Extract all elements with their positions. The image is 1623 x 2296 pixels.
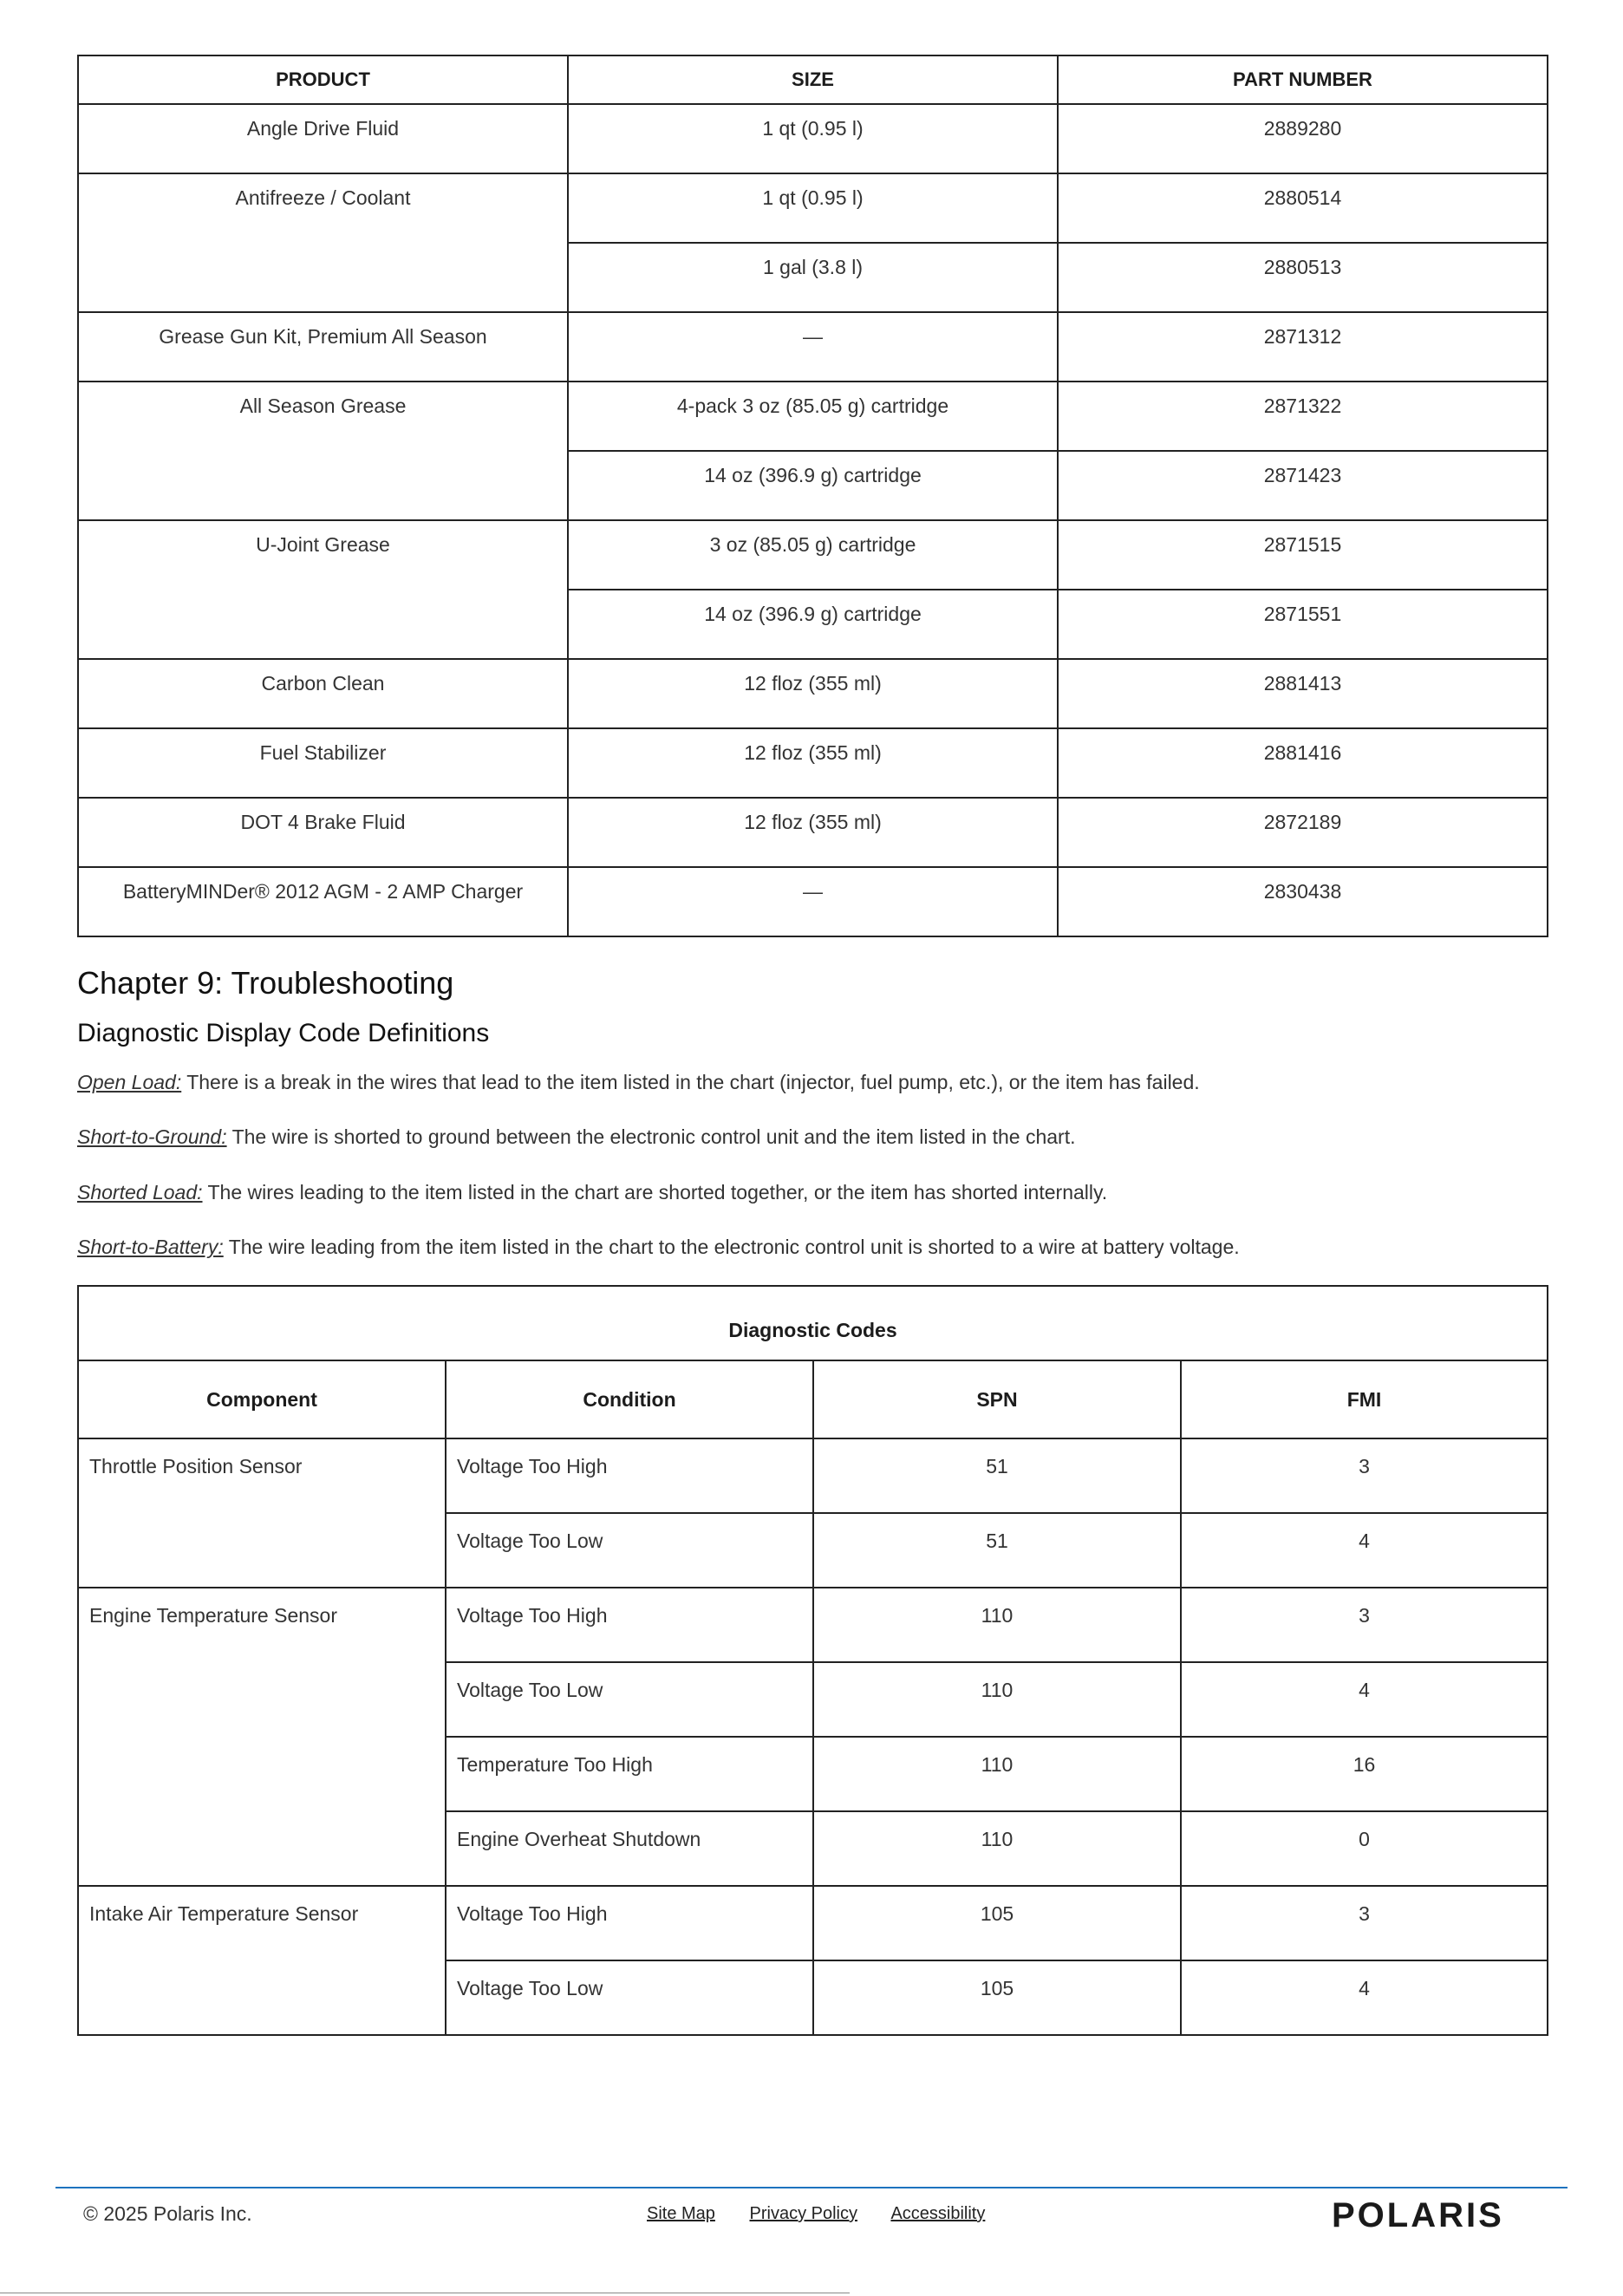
size-cell: 12 floz (355 ml)	[568, 728, 1058, 798]
diagnostic-codes-table	[77, 1285, 1548, 2036]
part-number-cell: 2872189	[1058, 798, 1548, 867]
site-map-link[interactable]: Site Map	[647, 2204, 715, 2223]
header-spn: SPN	[813, 1360, 1181, 1438]
spn-cell: 110	[813, 1662, 1181, 1737]
definition-text: The wire leading from the item listed in the chart to the electronic control unit is shorted to a wire at battery voltage.	[223, 1236, 1240, 1258]
size-cell: 4-pack 3 oz (85.05 g) cartridge	[568, 382, 1058, 451]
spn-cell: 110	[813, 1811, 1181, 1886]
part-number-cell: 2871515	[1058, 520, 1548, 590]
diag-header-row	[78, 1360, 1548, 1438]
spn-cell: 51	[813, 1438, 1181, 1513]
table-row	[78, 798, 1548, 867]
product-cell: All Season Grease	[78, 382, 568, 520]
size-cell: 1 qt (0.95 l)	[568, 173, 1058, 243]
size-cell: 12 floz (355 ml)	[568, 798, 1058, 867]
product-cell: BatteryMINDer® 2012 AGM - 2 AMP Charger	[78, 867, 568, 936]
table-row	[78, 1438, 1548, 1513]
component-cell: Throttle Position Sensor	[78, 1438, 446, 1588]
fmi-cell: 3	[1181, 1438, 1548, 1513]
header-product: PRODUCT	[78, 55, 568, 104]
definition-term: Shorted Load:	[77, 1181, 203, 1203]
size-cell: 3 oz (85.05 g) cartridge	[568, 520, 1058, 590]
diag-title-row	[78, 1286, 1548, 1360]
fmi-cell: 4	[1181, 1960, 1548, 2035]
parts-table	[77, 55, 1548, 937]
table-row	[78, 104, 1548, 173]
condition-cell: Voltage Too Low	[446, 1513, 813, 1588]
table-row	[78, 1588, 1548, 1662]
product-cell: Antifreeze / Coolant	[78, 173, 568, 312]
definition-open-load	[77, 1071, 1200, 1094]
definition-text: The wires leading to the item listed in the chart are shorted together, or the item has shorted internally.	[202, 1181, 1108, 1203]
definition-term: Short-to-Ground:	[77, 1125, 227, 1148]
header-component: Component	[78, 1360, 446, 1438]
accessibility-link[interactable]: Accessibility	[890, 2204, 986, 2223]
definition-text: The wire is shorted to ground between the electronic control unit and the item listed in the chart.	[226, 1125, 1076, 1148]
chapter-title: Chapter 9: Troubleshooting	[77, 965, 454, 1001]
condition-cell: Voltage Too High	[446, 1438, 813, 1513]
privacy-policy-link[interactable]: Privacy Policy	[749, 2204, 857, 2223]
parts-header-row	[78, 55, 1548, 104]
component-cell: Engine Temperature Sensor	[78, 1588, 446, 1886]
logo-text: POLARIS	[1332, 2196, 1504, 2234]
size-cell: 1 gal (3.8 l)	[568, 243, 1058, 312]
spn-cell: 110	[813, 1737, 1181, 1811]
header-size: SIZE	[568, 55, 1058, 104]
section-title: Diagnostic Display Code Definitions	[77, 1019, 490, 1047]
footer-links	[647, 2204, 1014, 2224]
product-cell: Grease Gun Kit, Premium All Season	[78, 312, 568, 382]
table-row	[78, 728, 1548, 798]
condition-cell: Voltage Too Low	[446, 1662, 813, 1737]
table-row	[78, 867, 1548, 936]
definition-short-to-ground	[77, 1125, 1076, 1149]
table-row	[78, 382, 1548, 451]
part-number-cell: 2871322	[1058, 382, 1548, 451]
table-row	[78, 312, 1548, 382]
part-number-cell: 2880513	[1058, 243, 1548, 312]
condition-cell: Temperature Too High	[446, 1737, 813, 1811]
table-row	[78, 1886, 1548, 1960]
size-cell: 12 floz (355 ml)	[568, 659, 1058, 728]
size-cell: 14 oz (396.9 g) cartridge	[568, 451, 1058, 520]
product-cell: Carbon Clean	[78, 659, 568, 728]
table-row	[78, 659, 1548, 728]
fmi-cell: 3	[1181, 1886, 1548, 1960]
copyright-text: © 2025 Polaris Inc.	[83, 2202, 252, 2225]
component-cell: Intake Air Temperature Sensor	[78, 1886, 446, 2035]
polaris-logo[interactable]	[1332, 2192, 1540, 2235]
condition-cell: Engine Overheat Shutdown	[446, 1811, 813, 1886]
part-number-cell: 2871423	[1058, 451, 1548, 520]
fmi-cell: 0	[1181, 1811, 1548, 1886]
size-cell: 1 qt (0.95 l)	[568, 104, 1058, 173]
product-cell: U-Joint Grease	[78, 520, 568, 659]
product-cell: Angle Drive Fluid	[78, 104, 568, 173]
product-cell: Fuel Stabilizer	[78, 728, 568, 798]
fmi-cell: 4	[1181, 1662, 1548, 1737]
definition-short-to-battery	[77, 1236, 1240, 1259]
diag-table-title: Diagnostic Codes	[78, 1286, 1548, 1360]
fmi-cell: 4	[1181, 1513, 1548, 1588]
definition-term: Open Load:	[77, 1071, 182, 1093]
spn-cell: 105	[813, 1960, 1181, 2035]
table-row	[78, 520, 1548, 590]
fmi-cell: 3	[1181, 1588, 1548, 1662]
part-number-cell: 2881416	[1058, 728, 1548, 798]
spn-cell: 51	[813, 1513, 1181, 1588]
header-condition: Condition	[446, 1360, 813, 1438]
part-number-cell: 2830438	[1058, 867, 1548, 936]
part-number-cell: 2871551	[1058, 590, 1548, 659]
table-row	[78, 173, 1548, 243]
spn-cell: 105	[813, 1886, 1181, 1960]
fmi-cell: 16	[1181, 1737, 1548, 1811]
definition-shorted-load	[77, 1181, 1107, 1204]
condition-cell: Voltage Too High	[446, 1886, 813, 1960]
part-number-cell: 2889280	[1058, 104, 1548, 173]
size-cell: —	[568, 867, 1058, 936]
header-fmi: FMI	[1181, 1360, 1548, 1438]
part-number-cell: 2881413	[1058, 659, 1548, 728]
part-number-cell: 2871312	[1058, 312, 1548, 382]
spn-cell: 110	[813, 1588, 1181, 1662]
condition-cell: Voltage Too Low	[446, 1960, 813, 2035]
part-number-cell: 2880514	[1058, 173, 1548, 243]
header-part-number: PART NUMBER	[1058, 55, 1548, 104]
condition-cell: Voltage Too High	[446, 1588, 813, 1662]
definition-term: Short-to-Battery:	[77, 1236, 224, 1258]
product-cell: DOT 4 Brake Fluid	[78, 798, 568, 867]
footer-divider	[55, 2187, 1568, 2188]
size-cell: 14 oz (396.9 g) cartridge	[568, 590, 1058, 659]
size-cell: —	[568, 312, 1058, 382]
definition-text: There is a break in the wires that lead to the item listed in the chart (injector, fuel pump, etc.), or the item has failed.	[181, 1071, 1200, 1093]
